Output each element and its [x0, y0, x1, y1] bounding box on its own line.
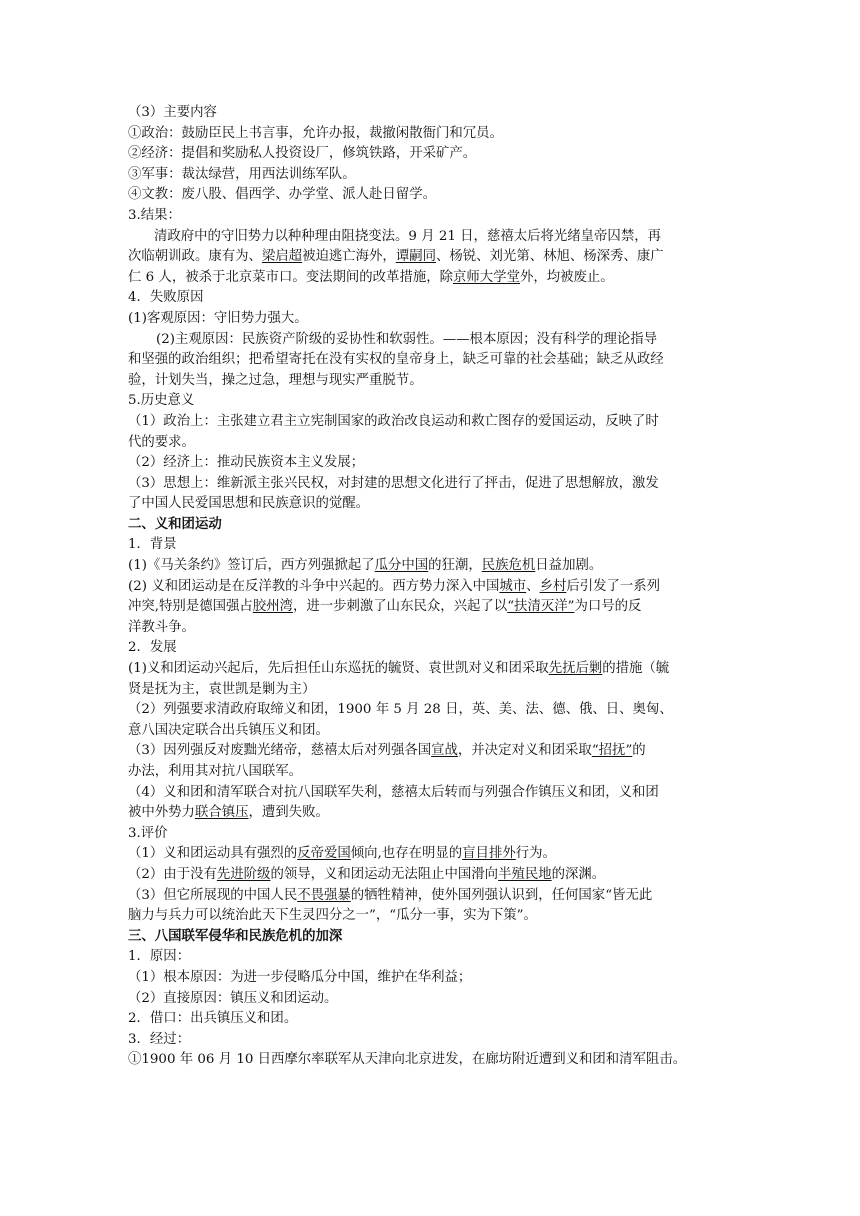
underlined-keyword: 先进阶级 — [216, 866, 271, 882]
underlined-keyword: 半殖民地 — [498, 866, 552, 882]
text-segment: 的牺牲精神，使外国列强认识到，任何国家“皆无此 — [350, 887, 653, 903]
text-line — [128, 721, 744, 742]
text-segment: 意八国决定联合出兵镇压义和团。 — [128, 722, 329, 738]
text-line — [128, 309, 744, 330]
underlined-keyword: 乡村 — [539, 578, 567, 594]
text-segment: 被中外势力 — [128, 805, 195, 821]
underlined-keyword: “扶清灭洋” — [507, 599, 575, 615]
text-segment: (1)义和团运动兴起后，先后担任山东巡抚的毓贤、袁世凯对义和团采取 — [128, 661, 549, 677]
underlined-keyword: 联合镇压 — [194, 805, 249, 821]
text-segment: (1)客观原因：守旧势力强大。 — [128, 310, 308, 326]
text-line — [128, 680, 744, 701]
text-segment: 次临朝训政。康有为、 — [128, 249, 262, 265]
text-segment: （2）经济上：推动民族资本主义发展； — [128, 455, 365, 471]
underlined-keyword: 先抚后剿 — [548, 661, 603, 677]
text-segment: （1）政治上：主张建立君主立宪制国家的政治改良运动和救亡图存的爱国运动，反映了时 — [128, 413, 659, 429]
text-segment: 三、八国联军侵华和民族危机的加深 — [128, 928, 343, 944]
text-segment: （3）主要内容 — [128, 105, 217, 120]
text-segment: 的深渊。 — [551, 866, 606, 882]
text-segment: （4）义和团和清军联合对抗八国联军失利，慈禧太后转而与列强合作镇压义和团，义和团 — [128, 784, 659, 800]
text-line — [128, 968, 744, 989]
text-line — [128, 165, 744, 186]
text-line — [128, 227, 744, 248]
text-segment: 办法，利用其对抗八国联军。 — [128, 764, 303, 779]
text-line — [128, 947, 744, 968]
underlined-keyword: 梁启超 — [261, 249, 303, 265]
text-segment: 3.评价 — [128, 825, 168, 841]
text-line — [128, 453, 744, 474]
text-segment: 5.历史意义 — [128, 393, 195, 409]
text-segment: 2．发展 — [128, 640, 177, 656]
underlined-keyword: 盲目排外 — [462, 846, 516, 862]
text-segment: 脑力与兵力可以统治此天下生灵四分之一”，“瓜分一事，实为下策”。 — [128, 908, 537, 924]
text-line — [128, 824, 744, 845]
text-segment: （3）思想上：维新派主张兴民权，对封建的思想文化进行了抨击，促进了思想解放，激发 — [128, 475, 659, 491]
text-line — [128, 803, 744, 824]
text-segment: 验，计划失当，操之过急，理想与现实严重脱节。 — [128, 372, 423, 388]
text-line — [128, 124, 744, 145]
text-line — [128, 700, 744, 721]
underlined-keyword: 胶州湾 — [252, 599, 293, 615]
text-line — [128, 886, 744, 907]
text-segment: ，并决定对义和团采取 — [457, 743, 592, 759]
text-line — [128, 144, 744, 165]
underlined-keyword: 京师大学堂 — [453, 269, 520, 285]
text-line — [128, 906, 744, 927]
text-line — [128, 618, 744, 639]
text-line — [128, 185, 744, 206]
text-segment: 的措施（毓 — [602, 661, 670, 677]
text-segment: 3．经过： — [128, 1031, 191, 1047]
text-line — [128, 741, 744, 762]
text-line — [128, 433, 744, 454]
text-segment: ④文教：废八股、倡西学、办学堂、派人赴日留学。 — [128, 187, 436, 203]
text-line — [128, 865, 744, 886]
underlined-keyword: 民族危机 — [481, 558, 536, 574]
text-line — [128, 330, 744, 351]
text-segment: （2）直接原因：镇压义和团运动。 — [128, 990, 338, 1006]
text-segment: 1．原因： — [128, 949, 191, 965]
text-segment: 1．背景 — [128, 537, 177, 553]
text-segment: （2）由于没有 — [128, 866, 217, 882]
text-segment: 清政府中的守旧势力以种种理由阻挠变法。9 月 21 日，慈禧太后将光绪皇帝囚禁，再 — [154, 228, 661, 244]
text-segment: 和坚强的政治组织；把希望寄托在没有实权的皇帝身上，缺乏可靠的社会基础；缺乏从政经 — [128, 352, 664, 368]
text-segment: 2．借口：出兵镇压义和团。 — [128, 1011, 298, 1027]
underlined-keyword: 反帝爱国 — [297, 846, 351, 862]
text-segment: （3）因列强反对废黜光绪帝，慈禧太后对列强各国 — [128, 743, 432, 759]
text-segment: 仁 6 人，被杀于北京菜市口。变法期间的改革措施，除 — [128, 269, 454, 285]
text-line — [128, 783, 744, 804]
underlined-keyword: 谭嗣同 — [395, 249, 436, 265]
text-line — [128, 535, 744, 556]
text-segment: 了中国人民爱国思想和民族意识的觉醒。 — [128, 496, 370, 512]
text-segment: 的领导，义和团运动无法阻止中国滑向 — [270, 866, 499, 882]
text-line — [128, 206, 744, 227]
text-segment: ①1900 年 06 月 10 日西摩尔率联军从天津向北京进发，在廊坊附近遭到义和团和清军阻击。 — [128, 1052, 687, 1068]
text-segment: （1）根本原因：为进一步侵略瓜分中国，维护在华利益； — [128, 969, 472, 985]
text-line — [128, 247, 744, 268]
text-line — [128, 659, 744, 680]
text-segment: ③军事：裁汰绿营，用西法训练军队。 — [128, 166, 356, 182]
text-line — [128, 1030, 744, 1051]
text-line — [128, 989, 744, 1010]
underlined-keyword: 宣战 — [431, 743, 458, 759]
text-segment: (2)主观原因：民族资产阶级的妥协性和软弱性。——根本原因；没有科学的理论指导 — [156, 331, 658, 347]
text-line — [128, 412, 744, 433]
text-segment: 行为。 — [515, 846, 556, 862]
text-line — [128, 597, 744, 618]
text-segment: 、 — [526, 578, 540, 594]
text-segment: 4．失败原因 — [128, 290, 204, 306]
text-line — [128, 844, 744, 865]
text-segment: 贤是抚为主，袁世凯是剿为主） — [128, 681, 316, 697]
underlined-keyword: “招抚” — [591, 743, 633, 759]
document-page — [128, 103, 744, 1071]
text-line — [128, 577, 744, 598]
text-line — [128, 1009, 744, 1030]
text-segment: 外，均被废止。 — [519, 269, 614, 285]
text-segment: (2) 义和团运动是在反洋教的斗争中兴起的。西方势力深入中国 — [128, 578, 500, 594]
text-line — [128, 350, 744, 371]
text-line — [128, 474, 744, 495]
text-segment: 的狂潮， — [428, 558, 482, 574]
text-line — [128, 371, 744, 392]
text-segment: ①政治：鼓励臣民上书言事，允许办报，裁撤闲散衙门和冗员。 — [128, 125, 503, 141]
text-segment: 后引发了一系列 — [566, 578, 661, 594]
text-segment: 冲突,特别是德国强占 — [128, 599, 253, 615]
text-segment: (1)《马关条约》签订后，西方列强掀起了 — [128, 558, 375, 574]
text-line — [128, 1050, 744, 1071]
text-segment: ②经济：提倡和奖励私人投资设厂，修筑铁路，开采矿产。 — [128, 146, 477, 162]
text-line — [128, 288, 744, 309]
text-segment: 日益加剧。 — [535, 558, 603, 574]
text-line — [128, 391, 744, 412]
text-segment: 被迫逃亡海外， — [302, 249, 396, 265]
text-segment: 3.结果： — [128, 207, 181, 223]
underlined-keyword: 不畏强暴 — [297, 887, 351, 903]
text-segment: 倾向,也存在明显的 — [350, 846, 463, 862]
underlined-keyword: 瓜分中国 — [374, 558, 429, 574]
text-line — [128, 638, 744, 659]
text-line — [128, 268, 744, 289]
text-segment: 、杨锐、刘光第、林旭、杨深秀、康广 — [435, 249, 664, 265]
text-line — [128, 556, 744, 577]
section-heading — [128, 515, 744, 536]
section-heading — [128, 927, 744, 948]
text-segment: 二、义和团运动 — [128, 516, 222, 532]
text-segment: （2）列强要求清政府取缔义和团，1900 年 5 月 28 日，英、美、法、德、俄、日、奥匈、 — [128, 702, 673, 718]
text-segment: 为口号的反 — [574, 599, 642, 615]
text-segment: 洋教斗争。 — [128, 619, 195, 635]
text-segment: （3）但它所展现的中国人民 — [128, 887, 298, 903]
text-line — [128, 103, 744, 124]
text-segment: 代的要求。 — [128, 434, 195, 450]
text-line — [128, 494, 744, 515]
text-line — [128, 762, 744, 783]
text-segment: （1）义和团运动具有强烈的 — [128, 846, 298, 862]
underlined-keyword: 城市 — [499, 578, 527, 594]
text-segment: ，进一步刺激了山东民众，兴起了以 — [292, 599, 508, 615]
text-segment: ，遭到失败。 — [248, 805, 329, 821]
text-segment: 的 — [632, 743, 646, 759]
